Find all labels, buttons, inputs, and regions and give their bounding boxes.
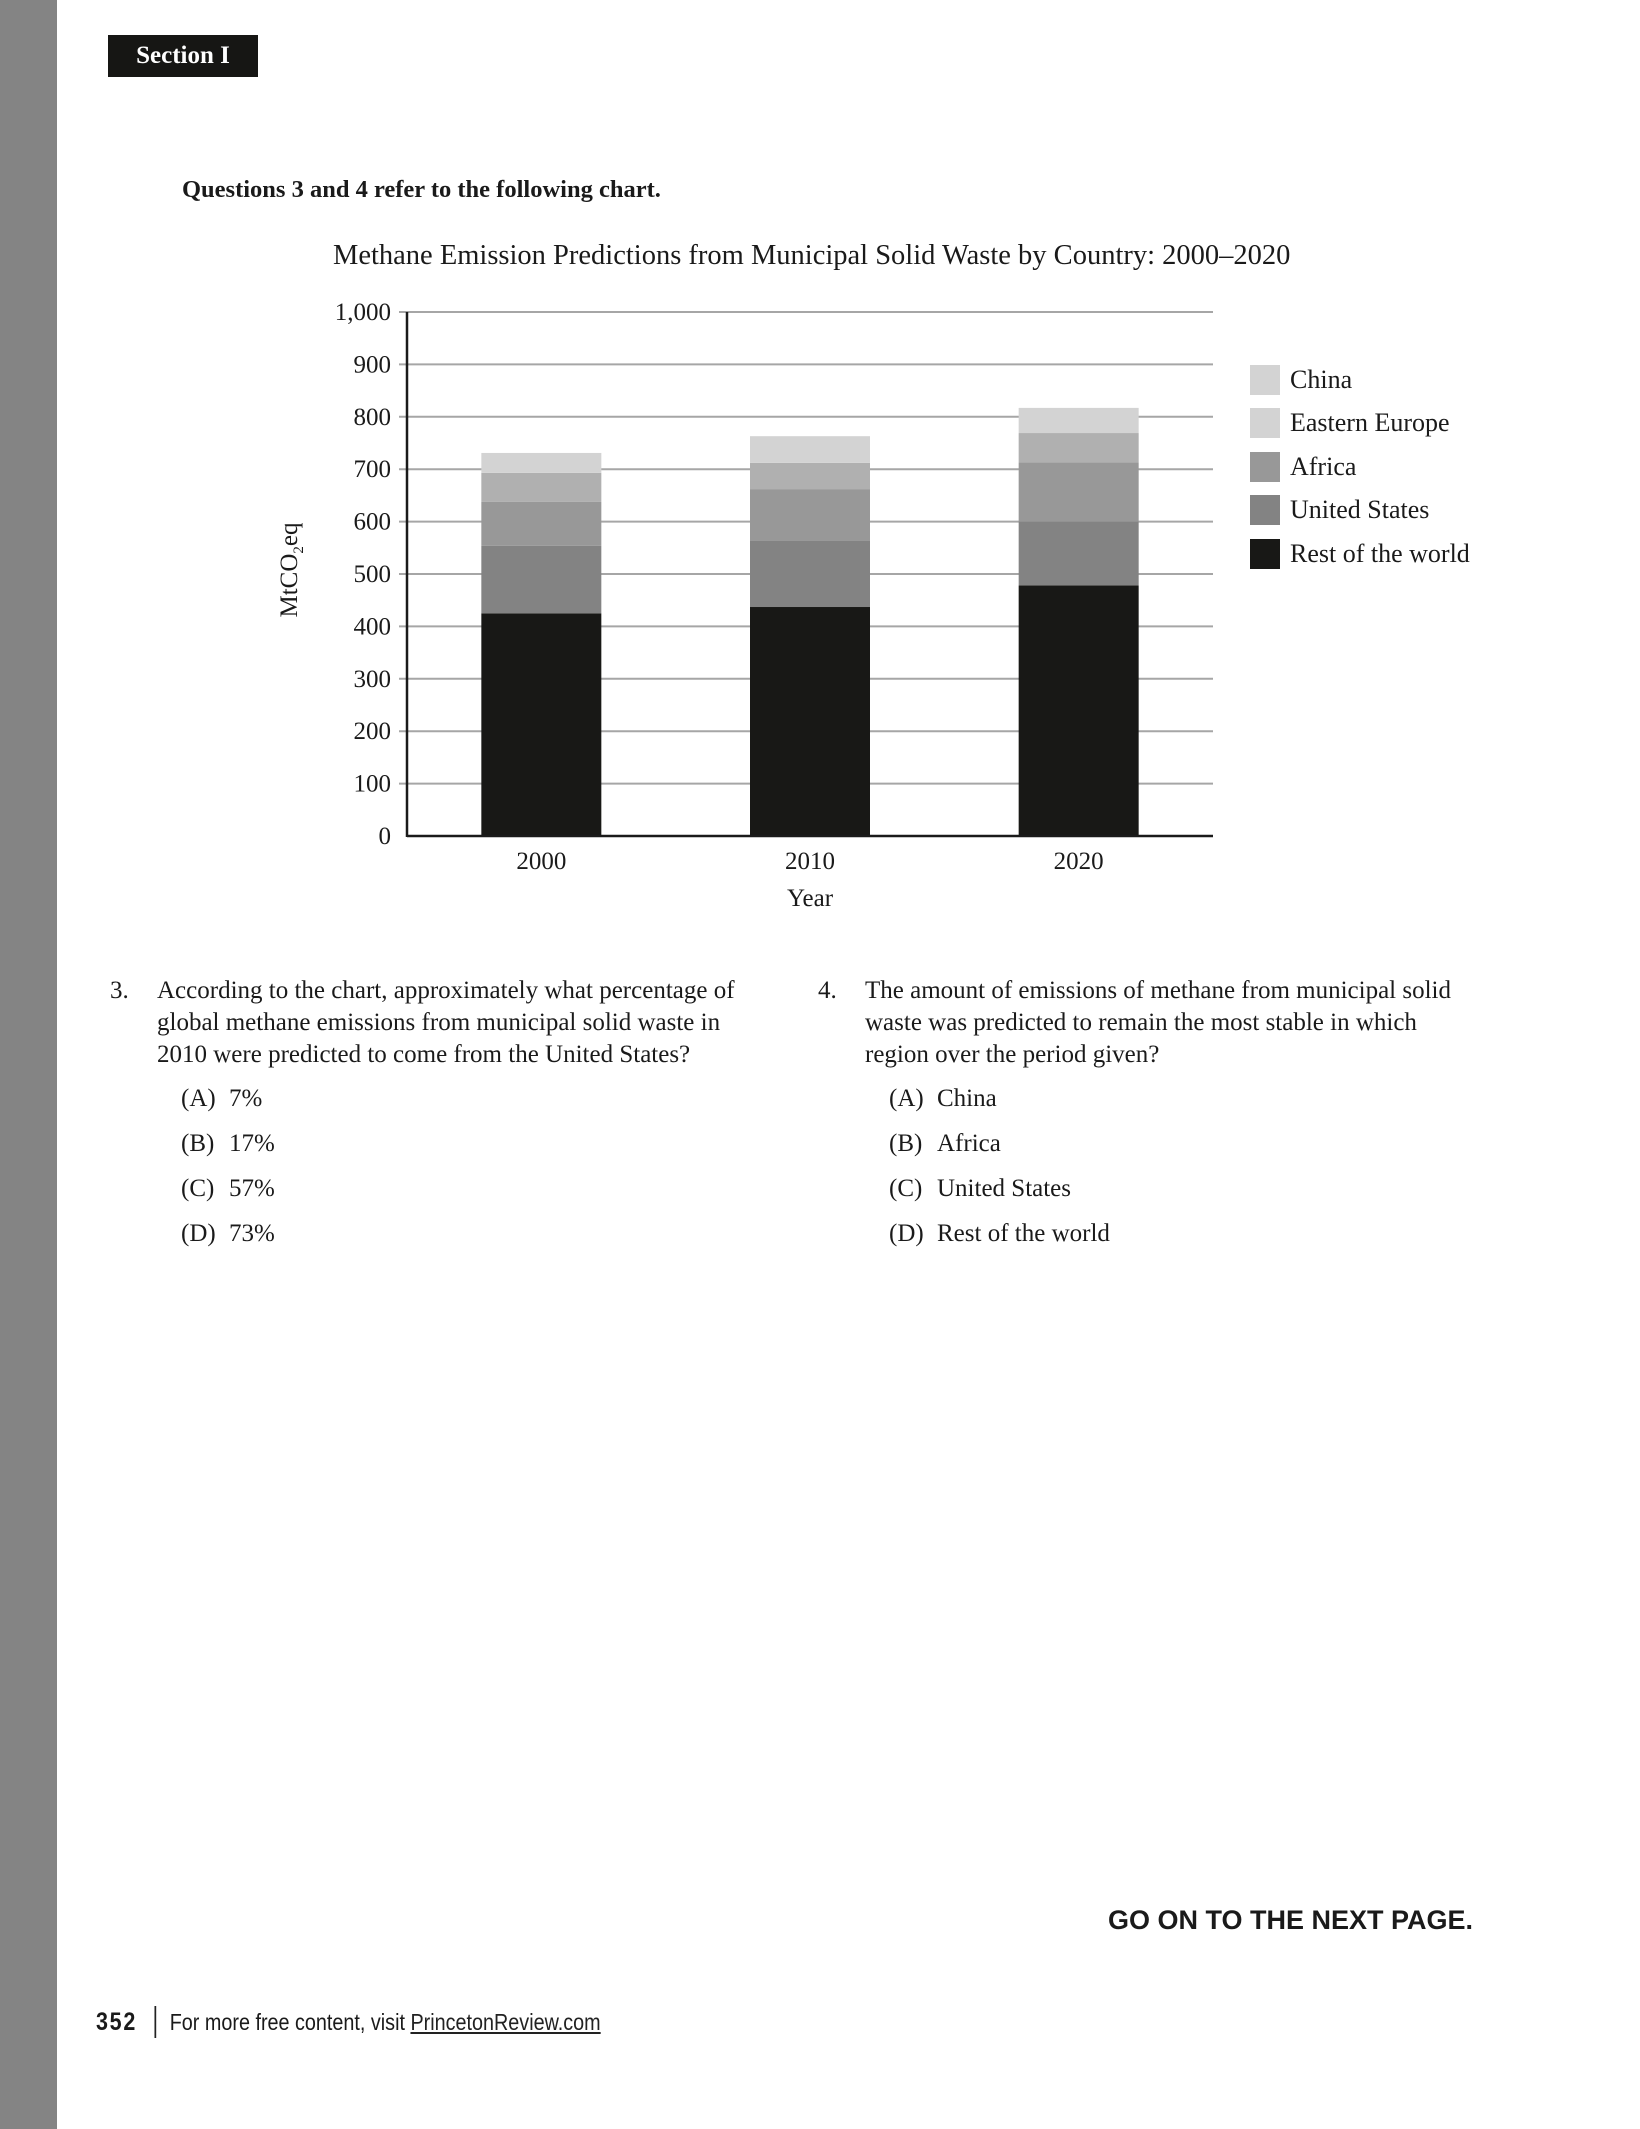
answer-option-c[interactable]: (C) United States	[889, 1175, 1072, 1202]
bar-segment-united-states-2020	[1019, 522, 1139, 586]
questions-intro: Questions 3 and 4 refer to the following chart.	[182, 176, 661, 203]
y-tick-label: 300	[353, 665, 391, 693]
x-tick-label: 2010	[785, 848, 835, 875]
y-tick-label: 100	[353, 770, 391, 798]
section-label: Section I	[136, 42, 230, 69]
bar-segment-united-states-2010	[750, 541, 870, 607]
y-tick-label: 500	[353, 561, 391, 588]
question-stem: The amount of emissions of methane from municipal solid waste was predicted to remain the most stable in which region over the period given?	[865, 977, 1451, 1068]
answer-options	[181, 1083, 770, 1263]
legend-swatch	[1250, 539, 1280, 569]
x-tick-label: 2020	[1053, 848, 1104, 875]
legend-swatch	[1250, 408, 1280, 438]
y-tick-label: 600	[353, 508, 391, 536]
legend-item-africa: Africa	[1250, 445, 1470, 489]
chart-legend	[1250, 358, 1470, 576]
legend-item-eastern-europe: Eastern Europe	[1250, 402, 1470, 446]
bar-segment-china-2000	[481, 453, 601, 473]
answer-option-c[interactable]: (C) 57%	[181, 1175, 275, 1202]
legend-item-united-states: United States	[1250, 489, 1470, 533]
question-number: 4.	[818, 977, 837, 1004]
answer-options	[889, 1083, 1468, 1263]
footer-divider	[154, 2006, 156, 2038]
answer-option-a[interactable]: (A) 7%	[181, 1085, 263, 1112]
bar-segment-rest-of-the-world-2020	[1019, 586, 1139, 836]
y-tick-label: 200	[353, 718, 391, 746]
answer-option-d[interactable]: (D) 73%	[181, 1220, 275, 1247]
question-stem: According to the chart, approximately what percentage of global methane emissions from municipal solid waste in 2010 were predicted to come from the United States?	[157, 977, 735, 1068]
legend-swatch	[1250, 365, 1280, 395]
y-tick-label: 700	[353, 456, 391, 484]
y-tick-label: 0	[378, 823, 391, 850]
x-tick-label: 2000	[516, 848, 567, 875]
question-3	[110, 975, 770, 1263]
y-tick-label: 900	[353, 351, 391, 379]
legend-swatch	[1250, 495, 1280, 525]
bar-segment-rest-of-the-world-2010	[750, 607, 870, 836]
answer-option-d[interactable]: (D) Rest of the world	[889, 1220, 1110, 1247]
bar-segment-rest-of-the-world-2000	[481, 613, 601, 836]
bar-segment-china-2010	[750, 436, 870, 463]
bar-segment-united-states-2000	[481, 546, 601, 614]
princeton-review-link[interactable]: PrincetonReview.com	[410, 2008, 601, 2035]
footer-text: For more free content, visit	[169, 2008, 405, 2035]
y-tick-label: 800	[353, 403, 391, 431]
x-axis-title: Year	[786, 885, 834, 912]
bar-segment-eastern-europe-2000	[481, 473, 601, 502]
bar-segment-africa-2010	[750, 489, 870, 541]
bar-segment-eastern-europe-2020	[1019, 433, 1139, 462]
page-number: 352	[96, 2007, 138, 2036]
bar-segment-africa-2020	[1019, 462, 1139, 521]
bar-segment-china-2020	[1019, 408, 1139, 433]
bar-segment-africa-2000	[481, 502, 601, 546]
answer-option-b[interactable]: (B) Africa	[889, 1130, 1001, 1157]
y-tick-label: 400	[353, 613, 391, 641]
legend-swatch	[1250, 452, 1280, 482]
answer-option-b[interactable]: (B) 17%	[181, 1130, 275, 1157]
legend-item-china: China	[1250, 358, 1470, 402]
y-tick-label: 1,000	[334, 299, 391, 326]
page-footer	[96, 2006, 601, 2038]
question-number: 3.	[110, 977, 129, 1004]
chart-title: Methane Emission Predictions from Municipal Solid Waste by Country: 2000–2020	[333, 240, 1291, 271]
go-on-next-page: GO ON TO THE NEXT PAGE.	[1107, 1905, 1473, 1935]
question-4	[818, 975, 1468, 1263]
legend-item-rest-of-world: Rest of the world	[1250, 532, 1470, 576]
bar-segment-eastern-europe-2010	[750, 463, 870, 489]
answer-option-a[interactable]: (A) China	[889, 1085, 997, 1112]
y-axis-label: MtCO$_2$eq	[276, 522, 307, 618]
